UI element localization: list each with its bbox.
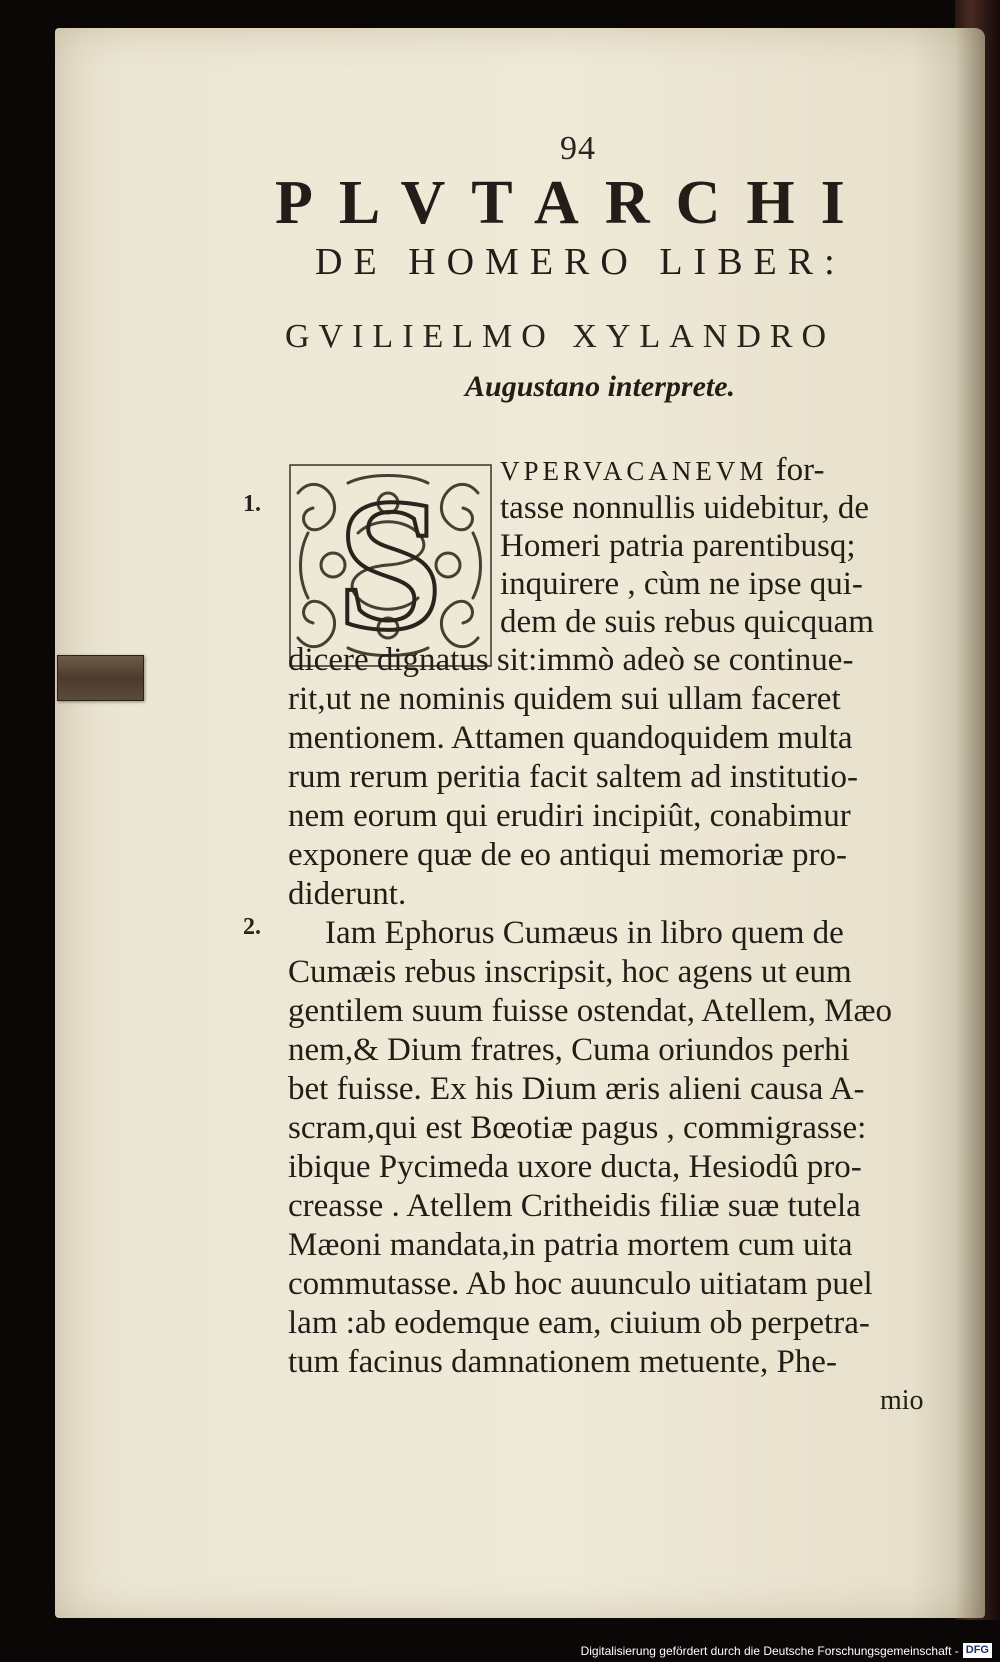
text-line: Cumæis rebus inscripsit, hoc agens ut eum [288,954,852,990]
credit-text: Digitalisierung gefördert durch die Deutsche Forschungsgemeinschaft - [580,1643,959,1658]
text-line: rum rerum peritia facit saltem ad institutio- [288,759,858,795]
translator-name: GVILIELMO XYLANDRO [285,318,836,355]
text-line: bet fuisse. Ex his Dium æris alieni causa A- [288,1071,865,1107]
text-line: tum facinus damnationem metuente, Phe- [288,1344,837,1380]
page-number: 94 [560,130,596,167]
text-line-rest: for- [767,452,825,488]
catchword: mio [880,1385,924,1416]
page-tab-marker [57,655,144,701]
text-line: Iam Ephorus Cumæus in libro quem de [325,915,844,951]
marginal-number-1: 1. [243,491,261,517]
text-line: scram,qui est Bœotiæ pagus , commigrasse: [288,1110,867,1146]
title-subtitle: DE HOMERO LIBER: [315,241,846,283]
text-line: gentilem suum fuisse ostendat, Atellem, Mæo [288,993,893,1029]
text-line: ibique Pycimeda uxore ducta, Hesiodû pro- [288,1149,862,1185]
digitization-credit [581,1643,992,1658]
dfg-logo: DFG [963,1643,992,1658]
text-line: exponere quæ de eo antiqui memoriæ pro- [288,837,848,873]
text-line: mentionem. Attamen quandoquidem multa [288,720,853,756]
text-line: dem de suis rebus quicquam [500,604,874,640]
text-line: nem eorum qui erudiri incipiût, conabimur [288,798,851,834]
drop-cap-letter: S [337,463,443,668]
text-line: diderunt. [288,876,407,912]
text-line: commutasse. Ab hoc auunculo uitiatam puel [288,1266,873,1302]
translator-origin: Augustano interprete. [465,370,736,403]
text-line [500,451,824,490]
text-line: creasse . Atellem Critheidis filiæ suæ tutela [288,1188,861,1224]
title-main: PLVTARCHI [275,169,871,237]
text-line: dicere dignatus sit:immò adeò se continue- [288,642,854,678]
ornamental-drop-cap [288,463,493,668]
text-line: lam :ab eodemque eam, ciuium ob perpetra- [288,1305,870,1341]
text-line: Mæoni mandata,in patria mortem cum uita [288,1227,853,1263]
text-line: nem,& Dium fratres, Cuma oriundos perhi [288,1032,850,1068]
text-line: rit,ut ne nominis quidem sui ullam faceret [288,681,841,717]
text-line: tasse nonnullis uidebitur, de [500,490,869,526]
marginal-number-2: 2. [243,914,261,940]
text-line-smallcaps: VPERVACANEVM [500,456,768,486]
drop-cap-ornament-icon [288,463,493,668]
text-line: Homeri patria parentibusq; [500,528,856,564]
text-line: inquirere , cùm ne ipse qui- [500,566,863,602]
